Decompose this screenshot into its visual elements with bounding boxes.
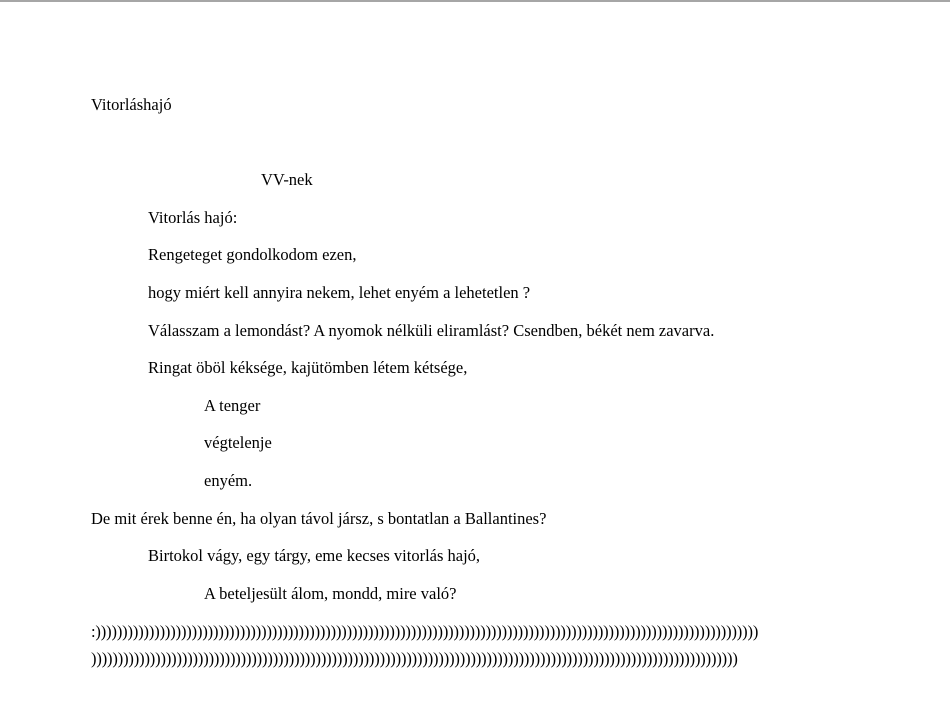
- poem-line-10: Birtokol vágy, egy tárgy, eme kecses vitorlás hajó,: [148, 546, 481, 565]
- poem-line-3: hogy miért kell annyira nekem, lehet enyém a lehetetlen ?: [148, 283, 531, 302]
- poem-line-8: enyém.: [204, 471, 253, 490]
- poem-line-1: Vitorlás hajó:: [148, 208, 238, 227]
- smiley-line-1: :)))))))))))))))))))))))))))))))))))))))))))))))))))))))))))))))))))))))))))))))))))))))))))))))))))))))))))))))))))))))))))): [91, 622, 759, 641]
- poem-line-4: Válasszam a lemondást? A nyomok nélküli eliramlást? Csendben, békét nem zavarva.: [148, 321, 715, 340]
- poem-line-2: Rengeteget gondolkodom ezen,: [148, 245, 357, 264]
- dedication: VV-nek: [261, 170, 313, 189]
- poem-line-5: Ringat öböl kéksége, kajütömben létem kétsége,: [148, 358, 468, 377]
- poem-line-6: A tenger: [204, 396, 261, 415]
- poem-line-7: végtelenje: [204, 433, 272, 452]
- smiley-line-2: ))))))))))))))))))))))))))))))))))))))))))))))))))))))))))))))))))))))))))))))))))))))))))))))))))))))))))))))))))))))))): [91, 649, 738, 668]
- poem-title: Vitorláshajó: [91, 95, 172, 114]
- poem-line-11: A beteljesült álom, mondd, mire való?: [204, 584, 457, 603]
- poem-line-9: De mit érek benne én, ha olyan távol jársz, s bontatlan a Ballantines?: [91, 509, 547, 528]
